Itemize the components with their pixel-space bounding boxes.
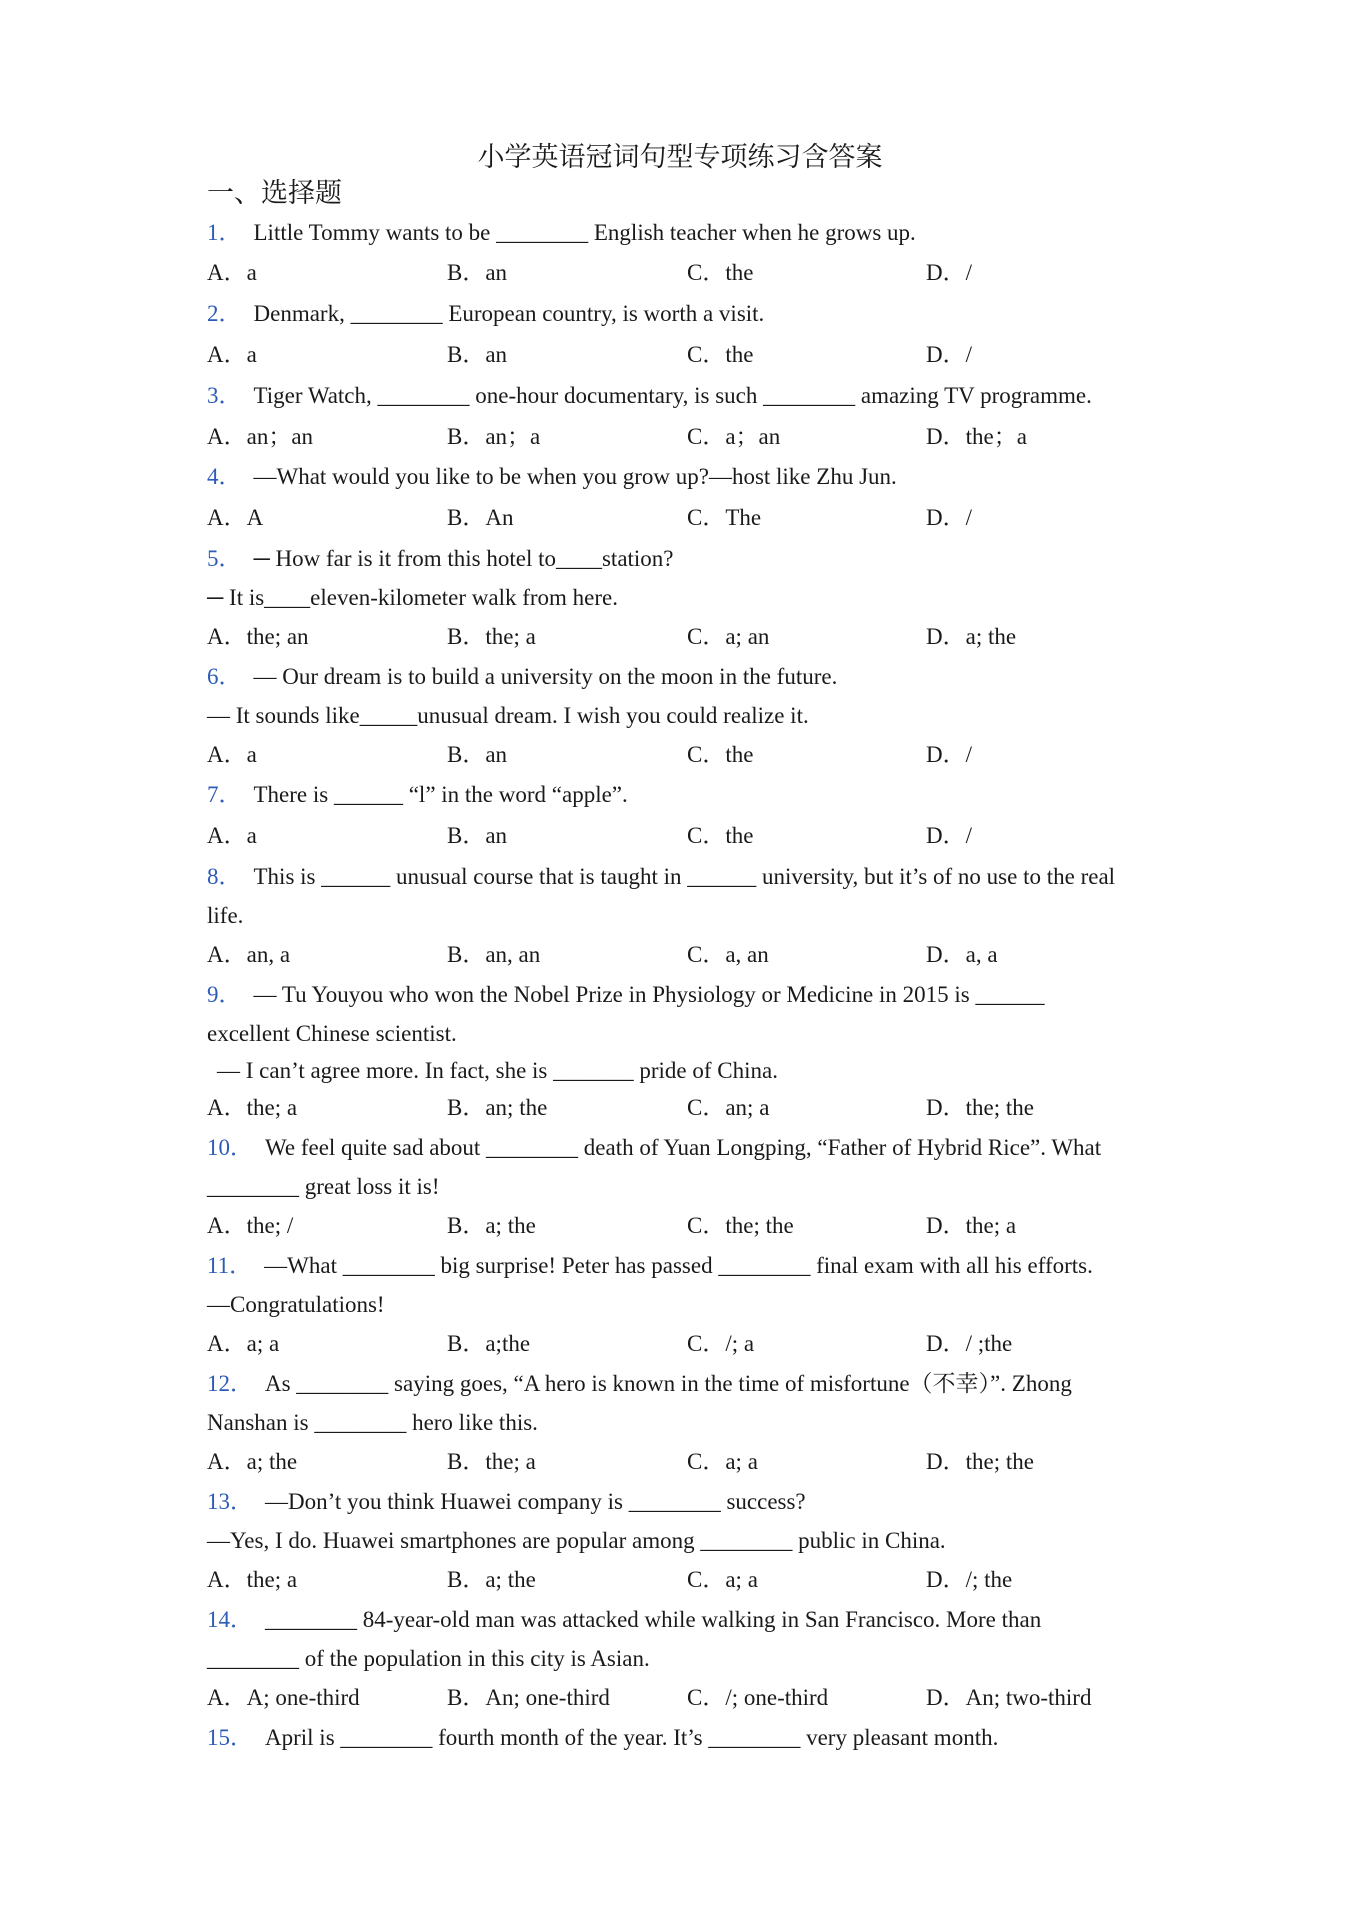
question-stem — [207, 979, 1044, 1011]
option-d[interactable]: D．the；a — [926, 424, 1027, 449]
option-b[interactable]: B．an, an — [447, 942, 541, 967]
option-c[interactable]: C．the; the — [687, 1213, 794, 1238]
option-a[interactable]: A．A — [207, 505, 264, 530]
option-a[interactable]: A．the; a — [207, 1095, 298, 1120]
question-text-line: ─ It is____eleven-kilometer walk from here. — [207, 585, 618, 610]
option-d[interactable]: D．a; the — [926, 624, 1017, 649]
option-b[interactable]: B．the; a — [447, 1449, 536, 1474]
option-b[interactable]: B．an; the — [447, 1095, 548, 1120]
option-b[interactable]: B．an；a — [447, 424, 541, 449]
question-text-line: life. — [207, 903, 244, 928]
option-c[interactable]: C．/; a — [687, 1331, 755, 1356]
option-c[interactable]: C．the — [687, 823, 754, 848]
question-text: Little Tommy wants to be ________ English teacher when he grows up. — [253, 220, 916, 245]
question-stem — [207, 1132, 1101, 1164]
question-stem — [207, 1250, 1093, 1282]
page-title: 小学英语冠词句型专项练习含答案 — [477, 142, 883, 172]
option-d[interactable]: D．/; the — [926, 1567, 1013, 1592]
option-c[interactable]: C．a; a — [687, 1449, 758, 1474]
question-text: We feel quite sad about ________ death of Yuan Longping, “Father of Hybrid Rice”. What — [265, 1135, 1102, 1160]
option-c[interactable]: C．the — [687, 742, 754, 767]
option-b[interactable]: B．an — [447, 260, 508, 285]
question-stem — [207, 779, 628, 811]
question-number: 3． — [207, 383, 242, 408]
question-text: —What would you like to be when you grow up?—host like Zhu Jun. — [253, 464, 897, 489]
option-b[interactable]: B．a; the — [447, 1567, 536, 1592]
option-c[interactable]: C．/; one-third — [687, 1685, 829, 1710]
question-stem — [207, 1486, 806, 1518]
option-a[interactable]: A．an, a — [207, 942, 291, 967]
question-text: Tiger Watch, ________ one-hour documentary, is such ________ amazing TV programme. — [253, 383, 1092, 408]
question-text-line: ________ of the population in this city is Asian. — [207, 1646, 650, 1671]
question-text-line: Nanshan is ________ hero like this. — [207, 1410, 538, 1435]
option-b[interactable]: B．An; one-third — [447, 1685, 610, 1710]
question-text-line: —Congratulations! — [207, 1292, 385, 1317]
option-d[interactable]: D．/ — [926, 260, 972, 285]
option-c[interactable]: C．an; a — [687, 1095, 770, 1120]
option-a[interactable]: A．a — [207, 742, 257, 767]
question-number: 14． — [207, 1607, 253, 1632]
option-a[interactable]: A．the; a — [207, 1567, 298, 1592]
question-number: 2． — [207, 301, 242, 326]
question-number: 5． — [207, 546, 242, 571]
option-c[interactable]: C．a；an — [687, 424, 781, 449]
question-number: 12． — [207, 1371, 253, 1396]
question-number: 13． — [207, 1489, 253, 1514]
option-d[interactable]: D．the; the — [926, 1095, 1034, 1120]
question-stem — [207, 661, 837, 693]
option-c[interactable]: C．the — [687, 260, 754, 285]
option-d[interactable]: D．the; the — [926, 1449, 1034, 1474]
question-text-line: —Yes, I do. Huawei smartphones are popular among ________ public in China. — [207, 1528, 946, 1553]
option-a[interactable]: A．a — [207, 342, 257, 367]
question-stem — [207, 861, 1115, 893]
question-number: 6． — [207, 664, 242, 689]
question-number: 9． — [207, 982, 242, 1007]
question-stem — [207, 543, 674, 575]
option-d[interactable]: D．/ ;the — [926, 1331, 1013, 1356]
question-stem — [207, 1368, 1072, 1400]
question-text: There is ______ “l” in the word “apple”. — [253, 782, 628, 807]
question-stem — [207, 461, 897, 493]
option-d[interactable]: D．An; two-third — [926, 1685, 1092, 1710]
question-stem — [207, 298, 764, 330]
option-c[interactable]: C．a, an — [687, 942, 769, 967]
option-d[interactable]: D．/ — [926, 823, 972, 848]
option-c[interactable]: C．a; a — [687, 1567, 758, 1592]
question-text: —What ________ big surprise! Peter has passed ________ final exam with all his efforts. — [264, 1253, 1093, 1278]
option-b[interactable]: B．an — [447, 342, 508, 367]
question-number: 8． — [207, 864, 242, 889]
question-text: As ________ saying goes, “A hero is known in the time of misfortune（不幸）”. Zhong — [265, 1371, 1072, 1396]
question-stem — [207, 380, 1092, 412]
option-d[interactable]: D．the; a — [926, 1213, 1017, 1238]
option-a[interactable]: A．a — [207, 823, 257, 848]
option-a[interactable]: A．a; the — [207, 1449, 298, 1474]
option-a[interactable]: A．a; a — [207, 1331, 280, 1356]
question-text: — Tu Youyou who won the Nobel Prize in Physiology or Medicine in 2015 is ______ — [253, 982, 1045, 1007]
question-text-line: — It sounds like_____unusual dream. I wish you could realize it. — [207, 703, 809, 728]
option-a[interactable]: A．the; / — [207, 1213, 294, 1238]
question-text: Denmark, ________ European country, is worth a visit. — [253, 301, 765, 326]
question-text: This is ______ unusual course that is taught in ______ university, but it’s of no use to the real — [253, 864, 1116, 889]
option-b[interactable]: B．an — [447, 823, 508, 848]
option-a[interactable]: A．A; one-third — [207, 1685, 360, 1710]
option-b[interactable]: B．the; a — [447, 624, 536, 649]
question-text-line: ________ great loss it is! — [207, 1174, 440, 1199]
option-d[interactable]: D．/ — [926, 505, 972, 530]
question-number: 15． — [207, 1725, 253, 1750]
option-d[interactable]: D．/ — [926, 742, 972, 767]
option-b[interactable]: B．a; the — [447, 1213, 536, 1238]
question-stem — [207, 1722, 998, 1754]
question-number: 10． — [207, 1135, 253, 1160]
option-c[interactable]: C．the — [687, 342, 754, 367]
question-number: 7． — [207, 782, 242, 807]
option-a[interactable]: A．a — [207, 260, 257, 285]
question-text: April is ________ fourth month of the year. It’s ________ very pleasant month. — [265, 1725, 999, 1750]
section-heading: 一、选择题 — [207, 178, 342, 208]
question-text: —Don’t you think Huawei company is ________ success? — [265, 1489, 806, 1514]
option-d[interactable]: D．/ — [926, 342, 972, 367]
question-number: 4． — [207, 464, 242, 489]
option-b[interactable]: B．a;the — [447, 1331, 531, 1356]
question-text: ________ 84-year-old man was attacked while walking in San Francisco. More than — [265, 1607, 1042, 1632]
question-text: ─ How far is it from this hotel to____station? — [253, 546, 674, 571]
option-c[interactable]: C．a; an — [687, 624, 770, 649]
option-b[interactable]: B．an — [447, 742, 508, 767]
question-text-line: excellent Chinese scientist. — [207, 1021, 457, 1046]
option-a[interactable]: A．an；an — [207, 424, 314, 449]
question-stem — [207, 217, 916, 249]
question-text-line: — I can’t agree more. In fact, she is _______ pride of China. — [217, 1058, 778, 1083]
option-c[interactable]: C．The — [687, 505, 762, 530]
question-number: 1． — [207, 220, 242, 245]
question-text: — Our dream is to build a university on the moon in the future. — [253, 664, 838, 689]
option-b[interactable]: B．An — [447, 505, 514, 530]
question-number: 11． — [207, 1253, 253, 1278]
option-a[interactable]: A．the; an — [207, 624, 309, 649]
question-stem — [207, 1604, 1041, 1636]
option-d[interactable]: D．a, a — [926, 942, 998, 967]
